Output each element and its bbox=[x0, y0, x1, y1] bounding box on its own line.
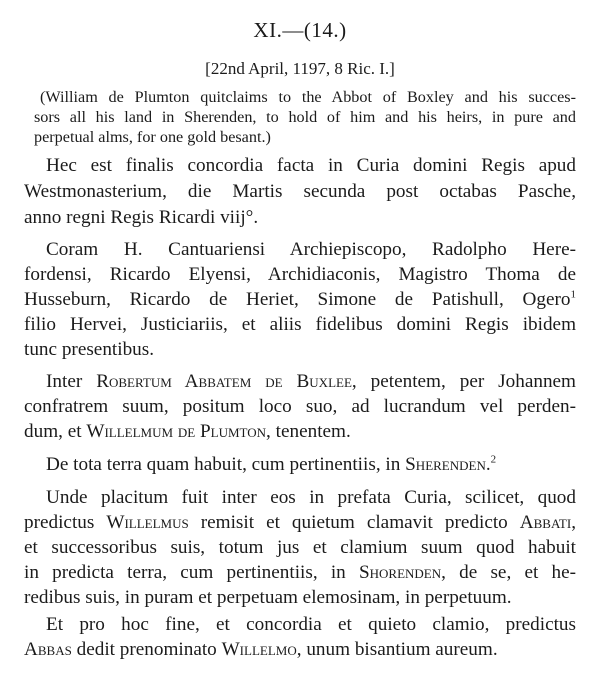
footnote-marker: 1 bbox=[570, 288, 576, 301]
paragraph-text: Husseburn, Ricardo de Heriet, Simone de Patishull, Ogero bbox=[24, 289, 571, 310]
paragraph-text: dedit prenominato bbox=[71, 639, 222, 660]
paragraph-line bbox=[24, 422, 576, 441]
charter-heading: XI.—(14.) bbox=[253, 18, 347, 42]
paragraph-text: Inter bbox=[46, 371, 97, 392]
paragraph-line: Westmonasterium, die Martis secunda post octabas Pasche, bbox=[24, 181, 576, 202]
paragraph-line: fordensi, Ricardo Elyensi, Archidiaconis, Magistro Thoma de bbox=[24, 264, 576, 285]
summary-line: perpetual alms, for one gold besant.) bbox=[34, 128, 271, 146]
paragraph-line: et successoribus suis, totum jus et clamium suum quod habuit bbox=[24, 537, 576, 558]
paragraph-text: , bbox=[571, 512, 576, 533]
paragraph-line: redibus suis, in puram et perpetuam elemosinam, in perpetuum. bbox=[24, 587, 512, 608]
paragraph-text: , de se, et he- bbox=[441, 562, 576, 583]
paragraph-line: filio Hervei, Justiciariis, et aliis fidelibus domini Regis ibidem bbox=[24, 314, 576, 335]
party-name: Abbas bbox=[24, 639, 72, 660]
paragraph-text: predictus bbox=[24, 512, 107, 533]
paragraph-line bbox=[24, 640, 576, 659]
paragraph-line: anno regni Regis Ricardi viij°. bbox=[24, 207, 259, 228]
place-name: Shorenden bbox=[358, 562, 442, 583]
party-name: Robertum Abbatem de Buxlee bbox=[96, 371, 352, 392]
paragraph-line bbox=[46, 455, 576, 474]
footnote-marker: 2 bbox=[490, 453, 497, 466]
paragraph-line bbox=[24, 290, 576, 309]
paragraph-line bbox=[46, 372, 576, 391]
party-name: Willelmus bbox=[106, 512, 189, 533]
charter-date: [22nd April, 1197, 8 Ric. I.] bbox=[205, 59, 395, 78]
paragraph-text: , tenentem. bbox=[266, 421, 351, 442]
paragraph-text: in predicta terra, cum pertinentiis, in bbox=[24, 562, 359, 583]
party-name: Abbati bbox=[519, 512, 572, 533]
paragraph-text: , petentem, per Johannem bbox=[351, 371, 576, 392]
paragraph-line bbox=[24, 563, 576, 582]
party-name: Willelmo bbox=[221, 639, 297, 660]
paragraph-text: , unum bisantium aureum. bbox=[296, 639, 498, 660]
paragraph-line: Et pro hoc fine, et concordia et quieto clamio, predictus bbox=[46, 614, 576, 635]
paragraph-line bbox=[24, 513, 576, 532]
paragraph-text: . bbox=[485, 454, 491, 475]
paragraph-text: dum, et bbox=[24, 421, 87, 442]
place-name: Sherenden bbox=[405, 454, 486, 475]
paragraph-line: confratrem suum, positum loco suo, ad lucrandum vel perden- bbox=[24, 396, 576, 417]
paragraph-text: De tota terra quam habuit, cum pertinentiis, in bbox=[46, 454, 406, 475]
party-name: Willelmum de Plumton bbox=[86, 421, 267, 442]
paragraph-line: Coram H. Cantuariensi Archiepiscopo, Radolpho Here- bbox=[46, 239, 576, 260]
paragraph-line: Unde placitum fuit inter eos in prefata Curia, scilicet, quod bbox=[46, 487, 576, 508]
paragraph-text: remisit et quietum clamavit predicto bbox=[188, 512, 520, 533]
paragraph-line: tunc presentibus. bbox=[24, 339, 155, 360]
summary-line: sors all his land in Sherenden, to hold of him and his heirs, in pure and bbox=[34, 108, 576, 126]
summary-line: (William de Plumton quitclaims to the Abbot of Boxley and his succes- bbox=[40, 88, 576, 106]
paragraph-line: Hec est finalis concordia facta in Curia domini Regis apud bbox=[46, 155, 576, 176]
